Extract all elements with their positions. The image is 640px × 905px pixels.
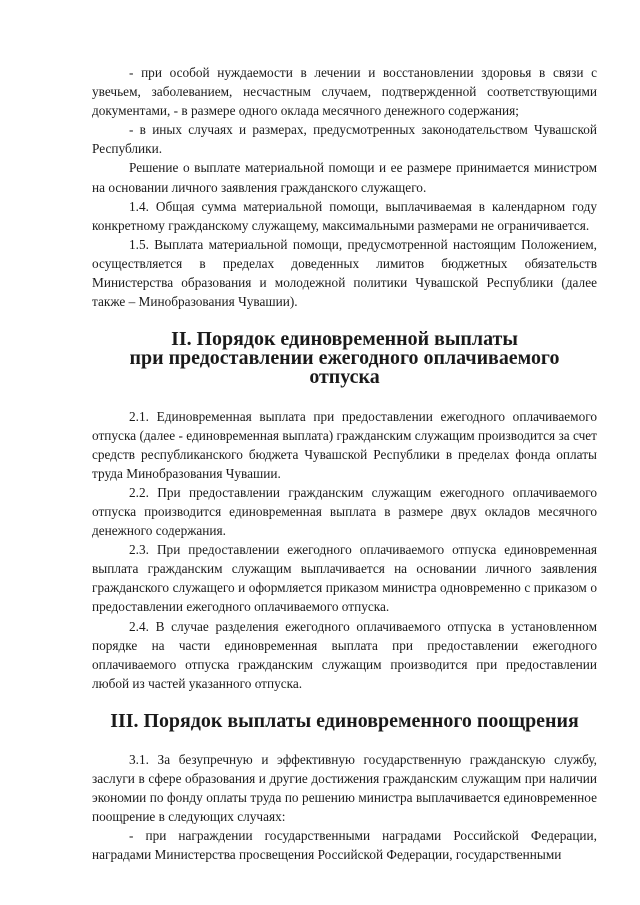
paragraph-2-2: 2.2. При предоставлении гражданским служащим ежегодного оплачиваемого отпуска производится единовременная выплата в размере двух окладов месячного денежного содержания. [92,484,597,539]
paragraph-1-5: 1.5. Выплата материальной помощи, предусмотренной настоящим Положением, осуществляется в пределах доведенных лимитов бюджетных обязательств Министерства образования и молодежной политики Чувашской Республики (далее также – Минобразования Чувашии). [92,236,597,310]
paragraph-2-1: 2.1. Единовременная выплата при предоставлении ежегодного оплачиваемого отпуска (далее - единовременная выплата) гражданским служащим производится за счет средств республиканского бюджета Чувашской Республики в пределах фонда оплаты труда Минобразования Чувашии. [92,408,597,481]
section-two-heading-line1: II. Порядок единовременной выплаты [171,328,518,351]
paragraph-other-cases: - в иных случаях и размерах, предусмотренных законодательством Чувашской Республики. [92,122,597,157]
section-three-heading [92,709,597,732]
paragraph-state-awards: - при награждении государственными наградами Российской Федерации, наградами Министерства просвещения Российской Федерации, государственными [92,828,597,863]
section-three-heading-line: III. Порядок выплаты единовременного поощрения [110,709,579,732]
section-two-heading-line2: при предоставлении ежегодного оплачиваемого отпуска [129,347,560,389]
paragraph-3-1: 3.1. За безупречную и эффективную государственную гражданскую службу, заслуги в сфере образования и другие достижения гражданским служащим при наличии экономии по фонду оплаты труда по решению министра выплачивается единовременное поощрение в следующих случаях: [92,752,597,825]
paragraph-2-3: 2.3. При предоставлении ежегодного оплачиваемого отпуска единовременная выплата гражданским служащим выплачивается на основании личного заявления гражданского служащего и оформляется приказом министра одновременно с приказом о предоставлении ежегодного оплачиваемого отпуска. [92,542,597,615]
section-two-heading [92,330,597,387]
paragraph-decision: Решение о выплате материальной помощи и ее размере принимается министром на основании личного заявления гражданского служащего. [92,160,597,195]
paragraph-1-4: 1.4. Общая сумма материальной помощи, выплачиваемая в календарном году конкретному гражданскому служащему, максимальными размерами не ограничивается. [92,198,597,233]
paragraph-2-4: 2.4. В случае разделения ежегодного оплачиваемого отпуска в установленном порядке на части единовременная выплата при предоставлении ежегодного оплачиваемого отпуска гражданским служащим производится при предоставлении любой из частей указанного отпуска. [92,618,597,691]
paragraph-health-aid: - при особой нуждаемости в лечении и восстановлении здоровья в связи с увечьем, заболеванием, несчастным случаем, подтвержденной соответствующими документами, - в размере одного оклада месячного денежного содержания; [92,65,597,119]
document-page [92,63,597,865]
